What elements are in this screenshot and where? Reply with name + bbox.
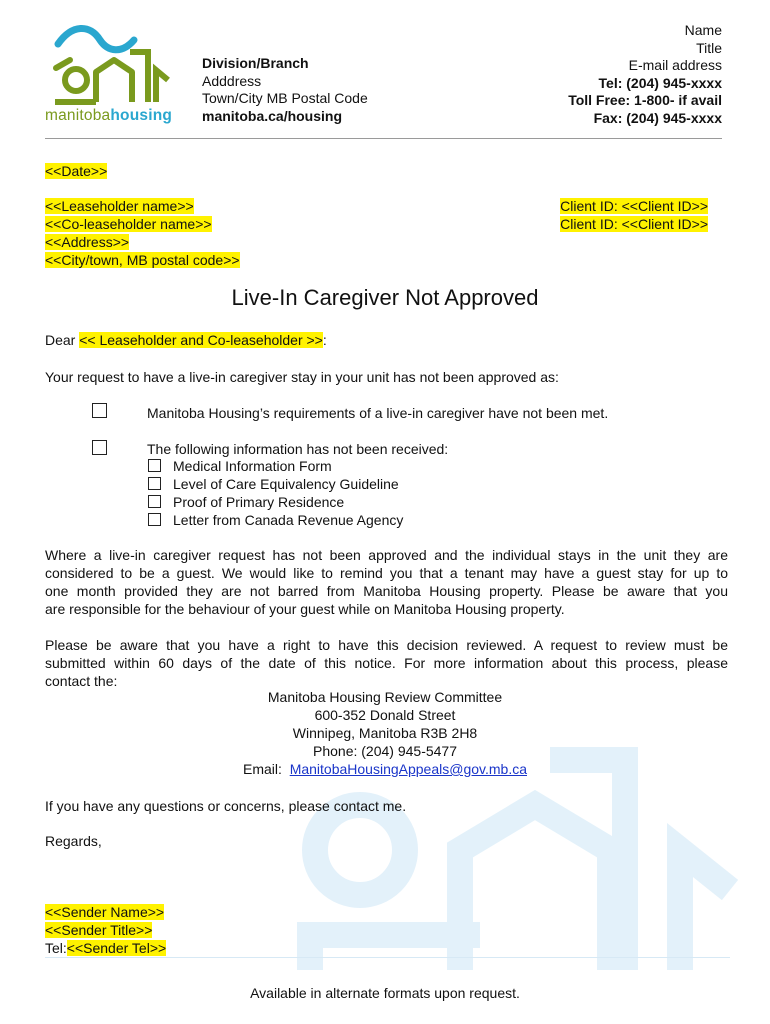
logo-wordmark xyxy=(45,107,172,125)
website: manitoba.ca/housing xyxy=(202,107,343,124)
logo-word-manitoba: manitoba xyxy=(45,107,111,124)
contact-tollfree: Toll Free: 1-800- if avail xyxy=(568,92,722,108)
contact-email: E-mail address xyxy=(628,57,722,73)
sender-contact-block xyxy=(568,22,722,127)
not-received-checkbox[interactable] xyxy=(92,440,107,455)
recipient-address xyxy=(45,197,240,269)
header-divider xyxy=(45,138,722,139)
committee-email-link[interactable]: ManitobaHousingAppeals@gov.mb.ca xyxy=(289,761,527,777)
medical-form-label: Medical Information Form xyxy=(173,458,332,474)
not-received-label: The following information has not been received: xyxy=(147,441,449,457)
salutation-suffix: : xyxy=(322,332,327,348)
salutation xyxy=(45,331,327,349)
review-paragraph-line: contact the: xyxy=(45,673,118,689)
review-paragraph xyxy=(45,636,728,690)
letter-title: Live-In Caregiver Not Approved xyxy=(231,285,539,310)
date-placeholder: <<Date>> xyxy=(45,163,108,179)
committee-city: Winnipeg, Manitoba R3B 2H8 xyxy=(292,725,478,741)
guest-paragraph-line: considered to be a guest. We would like to remind you that a tenant may have a guest stay for up to xyxy=(45,565,728,581)
logo-word-housing: housing xyxy=(110,107,173,124)
committee-phone: Phone: (204) 945-5477 xyxy=(313,743,457,759)
review-paragraph-line: Please be aware that you have a right to have this decision reviewed. A request to review must be xyxy=(45,637,728,653)
footer-divider xyxy=(45,957,730,958)
questions-text: If you have any questions or concerns, please contact me. xyxy=(45,798,407,814)
guest-paragraph-line: are responsible for the behaviour of your guest while on Manitoba Housing property. xyxy=(45,601,565,617)
sender-signature xyxy=(45,903,166,957)
medical-form-checkbox[interactable] xyxy=(148,459,161,472)
intro-text: Your request to have a live-in caregiver stay in your unit has not been approved as: xyxy=(45,369,559,385)
client-ids xyxy=(560,197,708,233)
recipient-street: <<Address>> xyxy=(45,234,130,250)
sender-office-address xyxy=(202,55,368,125)
contact-title: Title xyxy=(696,39,722,56)
leaseholder-name: <<Leaseholder name>> xyxy=(45,198,194,214)
contact-name: Name xyxy=(684,22,722,38)
sender-name: <<Sender Name>> xyxy=(45,904,165,920)
footer-note: Available in alternate formats upon request. xyxy=(250,985,520,1001)
review-paragraph-line: submitted within 60 days of the date of this notice. For more information about this process, please xyxy=(45,655,728,671)
guest-paragraph-line: Where a live-in caregiver request has not been approved and the individual stays in the unit they are xyxy=(45,547,728,563)
committee-email-label: Email: xyxy=(243,761,290,777)
sender-tel-label: Tel: xyxy=(45,940,67,956)
guest-paragraph-line: one month provided they are not barred from Manitoba Housing property. Please be aware that you xyxy=(45,583,728,599)
review-committee-address xyxy=(0,688,770,778)
coleaseholder-name: <<Co-leaseholder name>> xyxy=(45,216,212,232)
primary-residence-checkbox[interactable] xyxy=(148,495,161,508)
salutation-prefix: Dear xyxy=(45,332,80,348)
primary-residence-label: Proof of Primary Residence xyxy=(173,494,345,510)
contact-tel: Tel: (204) 945-xxxx xyxy=(598,74,722,91)
sender-tel: <<Sender Tel>> xyxy=(66,940,167,956)
committee-name: Manitoba Housing Review Committee xyxy=(267,689,503,705)
salutation-name: << Leaseholder and Co-leaseholder >> xyxy=(79,332,323,348)
client-id-2: Client ID: <<Client ID>> xyxy=(560,216,708,232)
cra-letter-label: Letter from Canada Revenue Agency xyxy=(173,512,404,528)
sender-title: <<Sender Title>> xyxy=(45,922,153,938)
committee-street: 600-352 Donald Street xyxy=(314,707,456,723)
contact-fax: Fax: (204) 945-xxxx xyxy=(593,109,722,126)
guest-paragraph xyxy=(45,546,728,618)
office-address: Adddress xyxy=(202,72,262,89)
requirements-checkbox[interactable] xyxy=(92,403,107,418)
division-branch: Division/Branch xyxy=(202,55,309,71)
requirements-label: Manitoba Housing’s requirements of a live-in caregiver have not been met. xyxy=(147,405,609,421)
letter-date xyxy=(45,162,107,180)
office-city: Town/City MB Postal Code xyxy=(202,90,368,106)
care-guideline-checkbox[interactable] xyxy=(148,477,161,490)
cra-letter-checkbox[interactable] xyxy=(148,513,161,526)
recipient-city: <<City/town, MB postal code>> xyxy=(45,252,240,268)
client-id-1: Client ID: <<Client ID>> xyxy=(560,198,708,214)
closing: Regards, xyxy=(45,833,102,849)
care-guideline-label: Level of Care Equivalency Guideline xyxy=(173,476,399,492)
